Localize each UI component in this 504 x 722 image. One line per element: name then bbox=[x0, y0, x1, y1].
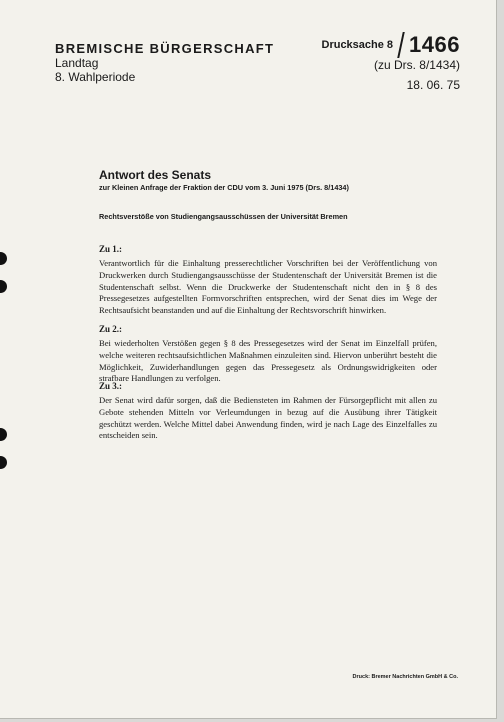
section-heading: Zu 3.: bbox=[99, 381, 123, 391]
document-subtitle: zur Kleinen Anfrage der Fraktion der CDU vom 3. Juni 1975 (Drs. 8/1434) bbox=[99, 183, 349, 192]
document-subject: Rechtsverstöße von Studiengangsausschüssen der Universität Bremen bbox=[99, 212, 348, 221]
reference-note: (zu Drs. 8/1434) bbox=[373, 58, 460, 72]
punch-hole bbox=[0, 252, 7, 265]
section-paragraph: Verantwortlich für die Einhaltung presserechtlicher Vorschriften bei der Veröffentlichung von Druckwerken durch Studiengangsausschüsse der Studentenschaft der Universität Bremen ist die Studentenschaft selbst. Wenn die Druckwerke der Studentenschaft nicht den in § 8 des Pressegesetzes aufgestellten Formvorschriften entsprechen, wird der Senat dies im Wege der Rechtsaufsicht beanstanden und auf die Einhaltung der Rechtsvorschrift hinwirken. bbox=[99, 258, 437, 316]
section-heading: Zu 2.: bbox=[99, 324, 123, 334]
drucksache-number: 1466 bbox=[409, 32, 460, 57]
punch-hole bbox=[0, 280, 7, 293]
letterhead bbox=[55, 42, 274, 85]
legislative-period: 8. Wahlperiode bbox=[55, 69, 136, 84]
printer-imprint: Druck: Bremer Nachrichten GmbH & Co. bbox=[352, 674, 458, 680]
separator-slash bbox=[397, 32, 405, 58]
chamber-name: Landtag bbox=[55, 55, 99, 70]
document-reference bbox=[322, 32, 461, 92]
punch-hole bbox=[0, 456, 7, 469]
document-title: Antwort des Senats bbox=[99, 168, 212, 182]
section-paragraph: Der Senat wird dafür sorgen, daß die Bediensteten im Rahmen der Fürsorgepflicht mit allen zu Gebote stehenden Mitteln vor Verleumdungen in bezug auf die Ausübung ihrer Tätigkeit geschützt werden. Welche Mittel dabei Anwendung finden, wird je nach Lage des Einzelfalles zu entscheiden sein. bbox=[99, 395, 437, 441]
punch-hole bbox=[0, 428, 7, 441]
document-date: 18. 06. 75 bbox=[406, 78, 460, 92]
organization-name: BREMISCHE BÜRGERSCHAFT bbox=[55, 41, 275, 56]
section-heading: Zu 1.: bbox=[99, 244, 123, 254]
section-paragraph: Bei wiederholten Verstößen gegen § 8 des Pressegesetzes wird der Senat im Einzelfall prüfen, welche weiteren rechtsaufsichtlichen Maßnahmen einzuleiten sind. Hiervon unberührt besteht die Möglichkeit, Zuwiderhandlungen gegen das Pressegesetz als Ordnungswidrigkeiten oder strafbare Handlungen zu verfolgen. bbox=[99, 338, 437, 384]
drucksache-label: Drucksache 8 bbox=[321, 39, 394, 51]
